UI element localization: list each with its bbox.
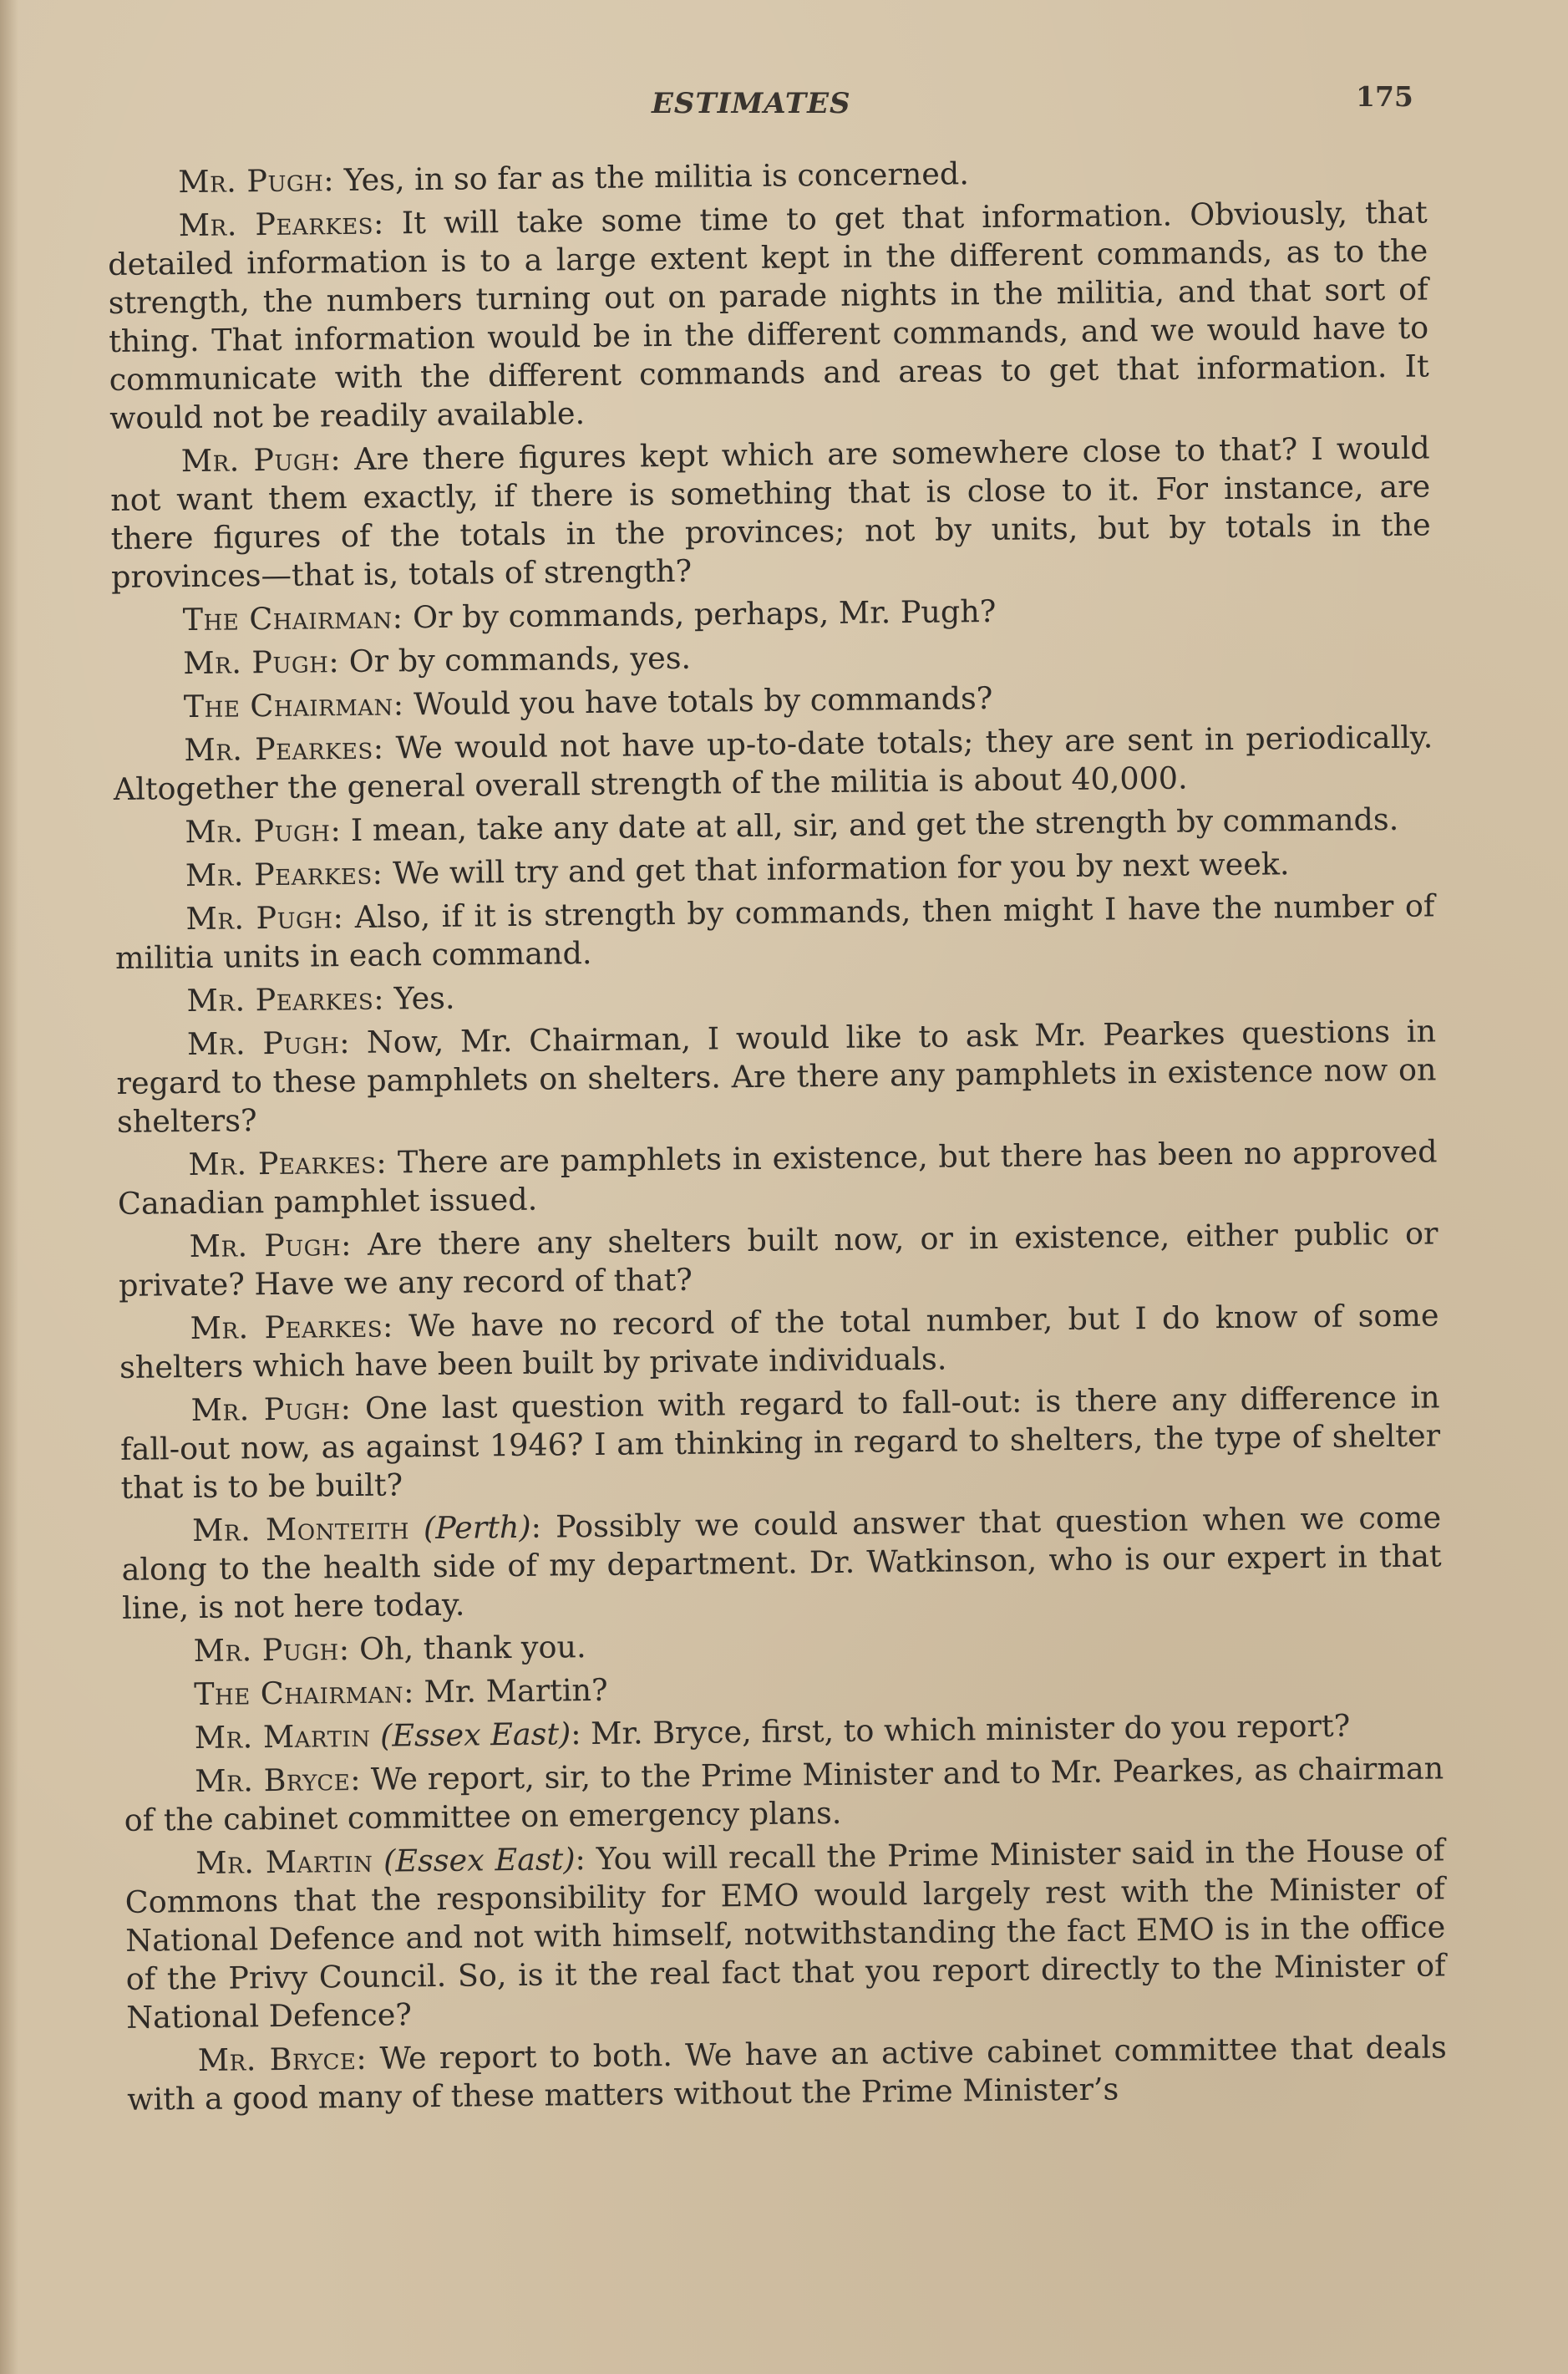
transcript-paragraph: [123, 1706, 1443, 1758]
speaker-name: Mr. Pearkes:: [184, 729, 384, 769]
speaker-name: Mr. Bryce:: [195, 1761, 362, 1800]
transcript-paragraph: [114, 800, 1434, 852]
transcript-paragraph: [124, 1749, 1444, 1840]
speaker-name: The Chairman:: [183, 686, 404, 725]
speaker-name: Mr. Pearkes:: [178, 205, 385, 244]
transcript-paragraph: [127, 2028, 1448, 2119]
speaker-riding: (Essex East): [373, 1841, 576, 1879]
transcript-paragraph: [118, 1214, 1439, 1305]
speaker-name: Mr. Pearkes:: [190, 1308, 394, 1347]
speaker-riding: (Essex East): [370, 1716, 571, 1754]
speech-text: We would not have up-to-date totals; they are sent in periodically. Altogether the general overall strength of the militia is about 40,000.: [113, 719, 1434, 807]
speaker-name: Mr. Pugh:: [185, 812, 342, 851]
transcript-paragraph: [112, 631, 1432, 684]
transcript-paragraph: [107, 150, 1427, 202]
speaker-name: Mr. Pearkes:: [186, 980, 385, 1019]
speaker-name: Mr. Pugh:: [183, 643, 340, 682]
running-title: ESTIMATES: [652, 87, 851, 120]
page-number: 175: [1356, 80, 1413, 113]
transcript-paragraph: [117, 1132, 1438, 1223]
speaker-name: Mr. Martin: [194, 1717, 371, 1756]
speech-text: We report, sir, to the Prime Minister and to Mr. Pearkes, as chairman of the cabinet committee on emergency plans.: [124, 1750, 1444, 1838]
transcript-paragraph: [121, 1498, 1442, 1628]
speaker-name: Mr. Pugh:: [190, 1390, 352, 1429]
speech-text: We report to both. We have an active cabinet committee that deals with a good many of these matters without the Prime Minister’s: [127, 2029, 1447, 2117]
speech-text: Are there figures kept which are somewhere close to that? I would not want them exactly, if there is something that is close to it. For instance, are there figures of the totals in the provinces; not by units, but by totals in the provinces—that is, totals of strength?: [109, 430, 1431, 595]
transcript-paragraph: [111, 587, 1431, 640]
speech-text: Yes, in so far as the militia is concerned.: [333, 155, 970, 199]
speaker-name: Mr. Bryce:: [197, 2040, 368, 2078]
transcript-body: [107, 150, 1447, 2123]
speech-text: We will try and get that information for you by next week.: [383, 846, 1290, 892]
speaker-name: Mr. Pugh:: [189, 1227, 353, 1265]
transcript-paragraph: [114, 887, 1435, 978]
speaker-name: Mr. Pugh:: [180, 441, 342, 480]
speech-text: Also, if it is strength by commands, then might I have the number of militia units in each command.: [114, 887, 1435, 976]
speaker-name: Mr. Monteith: [191, 1510, 410, 1549]
speech-text: One last question with regard to fall-out: is there any difference in fall-out now, as against 1946? I am thinking in regard to shelters, the type of shelter that is to be built?: [119, 1379, 1441, 1506]
speech-text: Would you have totals by commands?: [403, 679, 993, 723]
speaker-name: The Chairman:: [193, 1674, 415, 1713]
transcript-paragraph: [109, 429, 1431, 597]
speech-text: Oh, thank you.: [349, 1629, 586, 1668]
speech-text: There are pamphlets in existence, but there has been no approved Canadian pamphlet issued.: [117, 1133, 1438, 1222]
speaker-name: Mr. Pearkes:: [188, 1144, 388, 1183]
speech-text: Now, Mr. Chairman, I would like to ask Mr. Pearkes questions in regard to these pamphlets on shelters. Are there any pamphlets in existence now on shelters?: [116, 1013, 1437, 1140]
speaker-name: Mr. Pugh:: [185, 899, 344, 938]
speech-text: Or by commands, perhaps, Mr. Pugh?: [403, 592, 997, 636]
speaker-name: Mr. Pearkes:: [185, 855, 383, 894]
speech-text: Or by commands, yes.: [338, 639, 692, 680]
transcript-paragraph: [119, 1378, 1440, 1507]
transcript-paragraph: [108, 193, 1430, 438]
page-binding-shadow: [0, 0, 18, 2374]
transcript-paragraph: [115, 968, 1435, 1021]
speech-text: We have no record of the total number, but I do know of some shelters which have been built by private individuals.: [119, 1297, 1439, 1385]
speech-text: : You will recall the Prime Minister said in the House of Commons that the responsibility for EMO would largely rest with the Minister of National Defence and not with himself, notwithstanding the fact EMO is in the office of the Privy Council. So, is it the real fact that you report directly to the Minister of National Defence?: [124, 1832, 1446, 2036]
transcript-paragraph: [113, 718, 1434, 809]
transcript-paragraph: [122, 1619, 1442, 1671]
speaker-name: Mr. Martin: [195, 1843, 373, 1881]
speaker-name: Mr. Pugh:: [186, 1024, 351, 1063]
speech-text: It will take some time to get that information. Obviously, that detailed information is to a large extent kept in the different commands, as to the strength, the numbers turning out on parade nights in the militia, and that sort of thing. That information would be in the different commands, and we would have to communicate with the different commands and areas to get that information. It would not be readily available.: [108, 194, 1429, 436]
speech-text: I mean, take any date at all, sir, and get the strength by commands.: [341, 801, 1399, 849]
speech-text: Are there any shelters built now, or in existence, either public or private? Have we any record of that?: [118, 1215, 1439, 1304]
speech-text: Mr. Martin?: [414, 1671, 608, 1711]
speaker-name: Mr. Pugh:: [178, 162, 335, 201]
transcript-paragraph: [119, 1296, 1439, 1387]
speaker-name: Mr. Pugh:: [193, 1631, 350, 1670]
transcript-paragraph: [124, 1831, 1446, 2037]
speech-text: Yes.: [383, 979, 455, 1017]
speaker-name: The Chairman:: [182, 599, 403, 638]
transcript-paragraph: [113, 674, 1433, 727]
transcript-paragraph: [114, 843, 1434, 896]
speech-text: : Possibly we could answer that question when we come along to the health side of my department. Dr. Watkinson, who is our expert in that line, is not here today.: [121, 1499, 1442, 1626]
speech-text: : Mr. Bryce, first, to which minister do you report?: [571, 1707, 1351, 1752]
transcript-paragraph: [123, 1662, 1443, 1715]
transcript-paragraph: [116, 1012, 1437, 1141]
speaker-riding: (Perth): [408, 1508, 531, 1547]
